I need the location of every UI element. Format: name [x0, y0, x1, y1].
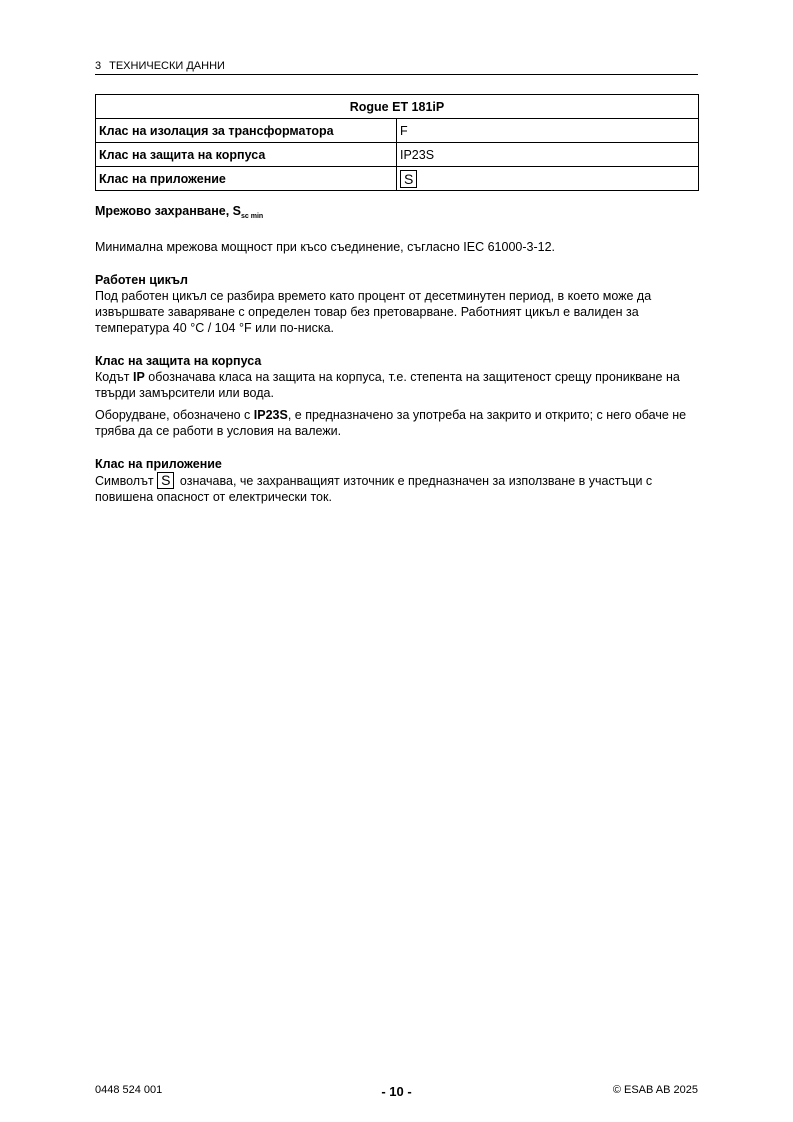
row-label-insulation: Клас на изолация за трансформатора — [96, 119, 397, 143]
chapter-title: ТЕХНИЧЕСКИ ДАННИ — [109, 60, 225, 72]
table-row — [96, 143, 699, 167]
footer-copyright: © ESAB AB 2025 — [612, 1084, 698, 1096]
chapter-number: 3 — [95, 60, 102, 72]
row-value-enclosure: IP23S — [397, 143, 699, 167]
application-text-pre: Символът — [95, 474, 158, 488]
application-text-post: означава, че захранващият източник е предназначен за използване в участъци с повишена опасност от електрически ток. — [95, 474, 653, 504]
duty-heading: Работен цикъл — [95, 273, 188, 287]
row-value-insulation: F — [397, 119, 699, 143]
table-row — [96, 95, 699, 119]
table-title: Rogue ET 181iP — [96, 95, 699, 119]
enclosure-text-1-post: обозначава класа на защита на корпуса, т.е. степента на защитеност срещу проникване на твърди замърсители или вода. — [95, 370, 680, 400]
duty-text: Под работен цикъл се разбира времето като процент от десетминутен период, в което може да извършвате заваряване с определен товар без претоварване. Работният цикъл е валиден за температура 40 °C / 104 °F или по-ниска. — [95, 289, 652, 335]
footer-page-number: - 10 - — [381, 1084, 412, 1099]
enclosure-heading: Клас на защита на корпуса — [95, 354, 262, 368]
application-text — [95, 472, 699, 505]
mains-heading-subscript: sc min — [241, 213, 264, 220]
mains-heading — [95, 203, 699, 225]
enclosure-text-1 — [95, 369, 699, 401]
s-symbol-icon: S — [400, 170, 417, 188]
spec-table — [95, 94, 699, 191]
mains-text: Минимална мрежова мощност при късо съединение, съгласно IEC 61000-3-12. — [95, 240, 555, 254]
enclosure-text-1-bold: IP — [133, 370, 145, 384]
application-heading: Клас на приложение — [95, 457, 222, 471]
enclosure-text-1-pre: Кодът — [95, 370, 133, 384]
table-row — [96, 167, 699, 191]
row-label-application: Клас на приложение — [96, 167, 397, 191]
row-value-application — [397, 167, 699, 191]
row-label-enclosure: Клас на защита на корпуса — [96, 143, 397, 167]
mains-heading-text: Мрежово захранване, S — [95, 204, 241, 218]
table-row — [96, 119, 699, 143]
document-body — [95, 203, 699, 505]
page-header — [95, 60, 698, 75]
s-symbol-icon: S — [157, 472, 174, 489]
footer-doc-number: 0448 524 001 — [95, 1084, 163, 1096]
enclosure-text-2-post: , е предназначено за употреба на закрито и открито; с него обаче не трябва да се работи в условия на валежи. — [95, 408, 687, 438]
enclosure-text-2-bold: IP23S — [253, 408, 288, 422]
enclosure-text-2-pre: Оборудване, обозначено с — [95, 408, 254, 422]
enclosure-text-2 — [95, 407, 699, 439]
